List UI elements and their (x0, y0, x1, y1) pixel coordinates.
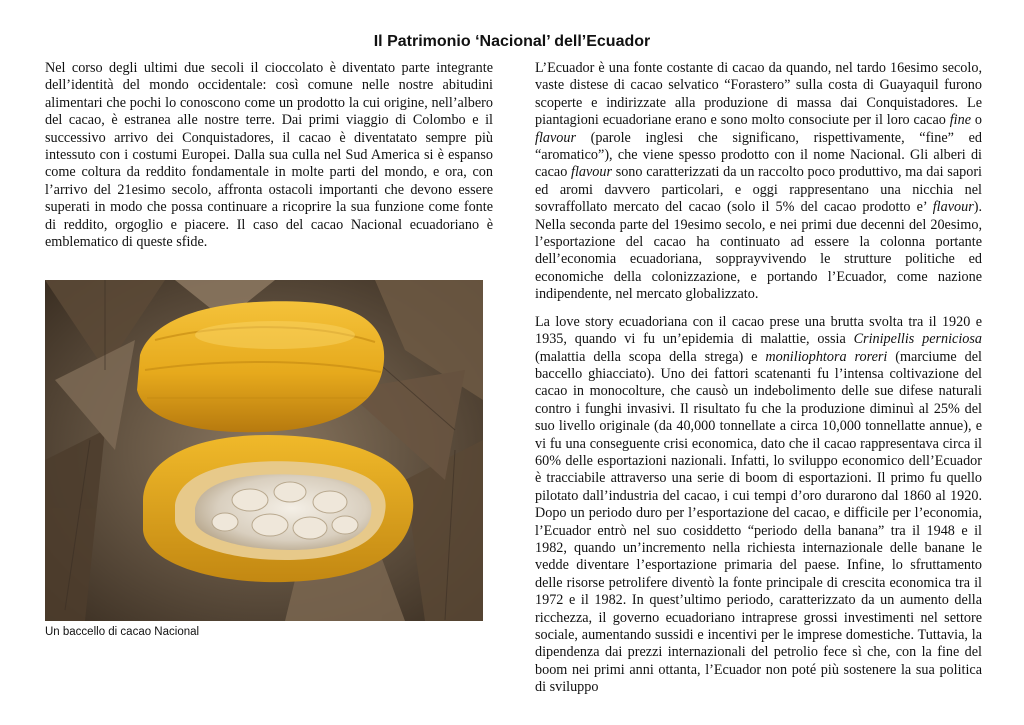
intro-paragraph: Nel corso degli ultimi due secoli il cioccolato è diventato parte integrante dell’identità del mondo occidentale: così comune nelle nostre abitudini alimentari che pochi lo conoscono come un prodotto la cui origine, nell’albero del cacao, è estranea alle nostre terre. Dai primi viaggio di Colombo e il successivo arrivo dei Conquistadores, il cacao è diventatato sempre più intessuto con i costumi Europei. Dalla sua culla nel Sud America si è espanso come coltura da reddito fondamentale in molte parti del mondo, e ora, con l’arrivo del 21esimo secolo, affronta ostacoli importanti che devono essere superati in modo che possa continuare a ricoprire la sua funzione come fonte di reddito, orgoglio e piacere. Il caso del cacao Nacional ecuadoriano è emblematico di queste sfide. (45, 60, 493, 251)
paragraph-2: La love story ecuadoriana con il cacao prese una brutta svolta tra il 1920 e 1935, quando vi fu un’epidemia di malattie, ossia Crinipellis perniciosa (malattia della scopa della strega) e moniliophtora roreri (marciume del baccello ghiacciato). Uno dei fattori scatenanti fu l’intensa coltivazione del cacao in monocolture, che causò un indebolimento delle sue difese naturali contro i funghi invasivi. Il risultato fu che la produzione diminuì al 25% del suo livello originale (da 40,000 tonnellate a circa 10,000 tonnellatte annue), e vi fu una conseguente crisi economica, dato che il cacao rappresentava circa il 60% delle esportazioni nazionali. Infatti, lo sviluppo economico dell’Ecuador è tracciabile attraverso una serie di boom di esportazioni. Il primo fu quello pilotato dall’industria del cacao, i cui tempi d’oro durarono dal 1860 al 1920. Dopo un periodo duro per l’esportazione del cacao, e difficile per l’economia, l’Ecuador entrò nel suo cosiddetto “periodo della banana” tra il 1948 e il 1982, quando un’incremento nella richiesta internazionale delle banane le vedde diventare l’esportazione primaria del paese. Infine, lo sfruttamento delle risorse petrolifere diventò la fonte principale di crescita economica tra il 1972 e il 1982. In quest’ultimo periodo, caratterizzato da un aumento della ricchezza, il governo ecuadoriano intraprese grossi investimenti nel settore sociale, aumentando sussidi e incentivi per le imprese domestiche. Tuttavia, la dipendenza dai prezzi internazionali del petrolio fece sì che, con la fine del boom nei primi anni ottanta, l’Ecuador non poté più sostenere la sua politica di sviluppo (535, 313, 982, 696)
right-column (535, 60, 983, 696)
term-moniliophtora: moniliophtora roreri (765, 348, 888, 365)
term-flavour: flavour (535, 129, 576, 146)
term-fine: fine (949, 112, 972, 129)
photo-caption: Un baccello di cacao Nacional (45, 626, 200, 638)
paragraph-1: L’Ecuador è una fonte costante di cacao da quando, nel tardo 16esimo secolo, vaste distese di cacao selvatico “Forastero” sulla costa di Guayaquil furono scoperte e indirizzate alla produzione di massa dai Conquistadores. Le piantagioni ecuadoriane erano e sono molto consociute per il loro cacao fine o flavour (parole inglesi che significano, rispettivamente, “fine” ed “aromatico”), che viene spesso prodotto con il nome Nacional. Gli alberi di cacao flavour sono caratterizzati da un raccolto poco produttivo, ma dai sapori ed aromi davvero particolari, e oggi rappresentano una nicchia nel sovraffollato mercato del cacao (solo il 5% del cacao prodotto e’ flavour). Nella seconda parte del 19esimo secolo, e nei primi due decenni del 20esimo, l’esportazione del cacao ha continuato ad essere la colonna portante dell’economia ecuadoriana, sopprayvivendo le strutture politiche ed economiche della colonizzazione, e portando l’Ecuador, come nazione indipendente, nel mercato globalizzato. (535, 60, 983, 303)
page-title: Il Patrimonio ‘Nacional’ dell’Ecuador (373, 33, 651, 50)
term-crinipellis: Crinipellis perniciosa (853, 331, 982, 348)
term-flavour: flavour (571, 164, 612, 181)
left-column (45, 60, 493, 251)
term-flavour: flavour (932, 199, 974, 216)
cacao-pod-photo (45, 280, 483, 621)
